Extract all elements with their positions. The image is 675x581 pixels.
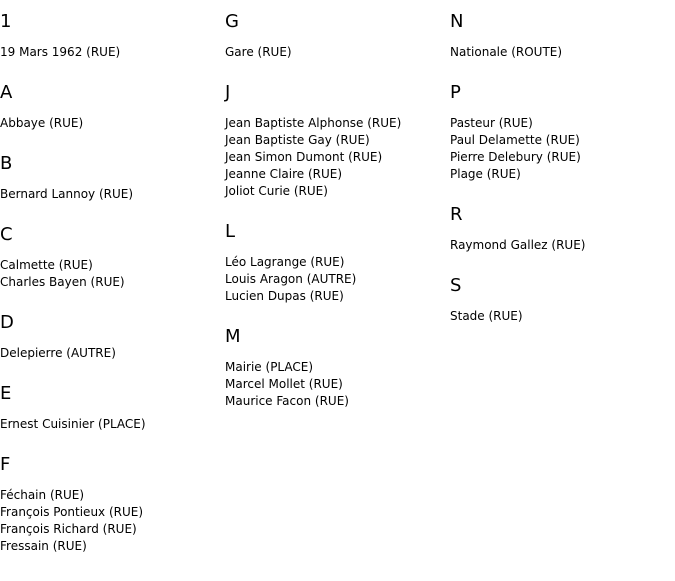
street-item: Paul Delamette (RUE) <box>450 133 580 147</box>
street-item: Raymond Gallez (RUE) <box>450 238 586 252</box>
letter-group <box>225 10 445 61</box>
letter-heading: E <box>0 383 12 404</box>
street-list <box>0 186 220 203</box>
letter-heading: B <box>0 153 13 174</box>
street-item: Nationale (ROUTE) <box>450 45 563 59</box>
street-item: Marcel Mollet (RUE) <box>225 377 343 391</box>
street-item: Lucien Dupas (RUE) <box>225 289 344 303</box>
street-item: Calmette (RUE) <box>0 258 93 272</box>
street-item: Charles Bayen (RUE) <box>0 275 125 289</box>
letter-group <box>450 81 670 183</box>
street-list <box>450 44 670 61</box>
street-item: Louis Aragon (AUTRE) <box>225 272 357 286</box>
letter-group <box>0 81 220 132</box>
street-item: Féchain (RUE) <box>0 488 85 502</box>
letter-heading: R <box>450 204 463 225</box>
letter-group <box>0 453 220 555</box>
street-item: Plage (RUE) <box>450 167 521 181</box>
street-list <box>450 308 670 325</box>
street-item: Ernest Cuisinier (PLACE) <box>0 417 146 431</box>
street-item: Jean Simon Dumont (RUE) <box>225 150 383 164</box>
street-item: Bernard Lannoy (RUE) <box>0 187 134 201</box>
street-list <box>450 115 670 183</box>
letter-heading: A <box>0 82 13 103</box>
street-item: Stade (RUE) <box>450 309 523 323</box>
letter-group <box>450 10 670 61</box>
street-item: Jean Baptiste Gay (RUE) <box>225 133 370 147</box>
street-list <box>0 345 220 362</box>
street-list <box>0 487 220 555</box>
street-list <box>225 254 445 305</box>
letter-heading: D <box>0 312 14 333</box>
letter-heading: G <box>225 11 239 32</box>
street-list <box>0 44 220 61</box>
street-item: Fressain (RUE) <box>0 539 87 553</box>
street-index-column <box>225 10 445 430</box>
street-item: Maurice Facon (RUE) <box>225 394 349 408</box>
letter-heading: N <box>450 11 464 32</box>
street-item: 19 Mars 1962 (RUE) <box>0 45 121 59</box>
street-list <box>0 416 220 433</box>
letter-heading: 1 <box>0 11 12 32</box>
letter-group <box>0 10 220 61</box>
letter-group <box>225 81 445 200</box>
street-list <box>225 44 445 61</box>
street-list <box>450 237 670 254</box>
street-list <box>225 115 445 200</box>
letter-heading: L <box>225 221 236 242</box>
letter-group <box>450 203 670 254</box>
letter-heading: M <box>225 326 241 347</box>
street-item: Pierre Delebury (RUE) <box>450 150 581 164</box>
street-item: François Richard (RUE) <box>0 522 137 536</box>
letter-group <box>225 220 445 305</box>
street-item: Jeanne Claire (RUE) <box>225 167 343 181</box>
letter-group <box>0 382 220 433</box>
street-list <box>225 359 445 410</box>
letter-group <box>225 325 445 410</box>
street-item: Mairie (PLACE) <box>225 360 314 374</box>
street-item: Gare (RUE) <box>225 45 292 59</box>
letter-heading: P <box>450 82 461 103</box>
street-list <box>0 115 220 132</box>
street-index-column <box>450 10 670 345</box>
letter-group <box>0 311 220 362</box>
letter-heading: C <box>0 224 13 245</box>
street-list <box>0 257 220 291</box>
letter-heading: J <box>225 82 231 103</box>
street-item: Jean Baptiste Alphonse (RUE) <box>225 116 402 130</box>
letter-group <box>450 274 670 325</box>
letter-heading: S <box>450 275 462 296</box>
street-index-column <box>0 10 220 575</box>
street-item: Abbaye (RUE) <box>0 116 84 130</box>
street-item: Pasteur (RUE) <box>450 116 533 130</box>
letter-heading: F <box>0 454 11 475</box>
letter-group <box>0 223 220 291</box>
street-item: Delepierre (AUTRE) <box>0 346 116 360</box>
street-item: Joliot Curie (RUE) <box>225 184 328 198</box>
street-item: Léo Lagrange (RUE) <box>225 255 345 269</box>
letter-group <box>0 152 220 203</box>
street-item: François Pontieux (RUE) <box>0 505 144 519</box>
